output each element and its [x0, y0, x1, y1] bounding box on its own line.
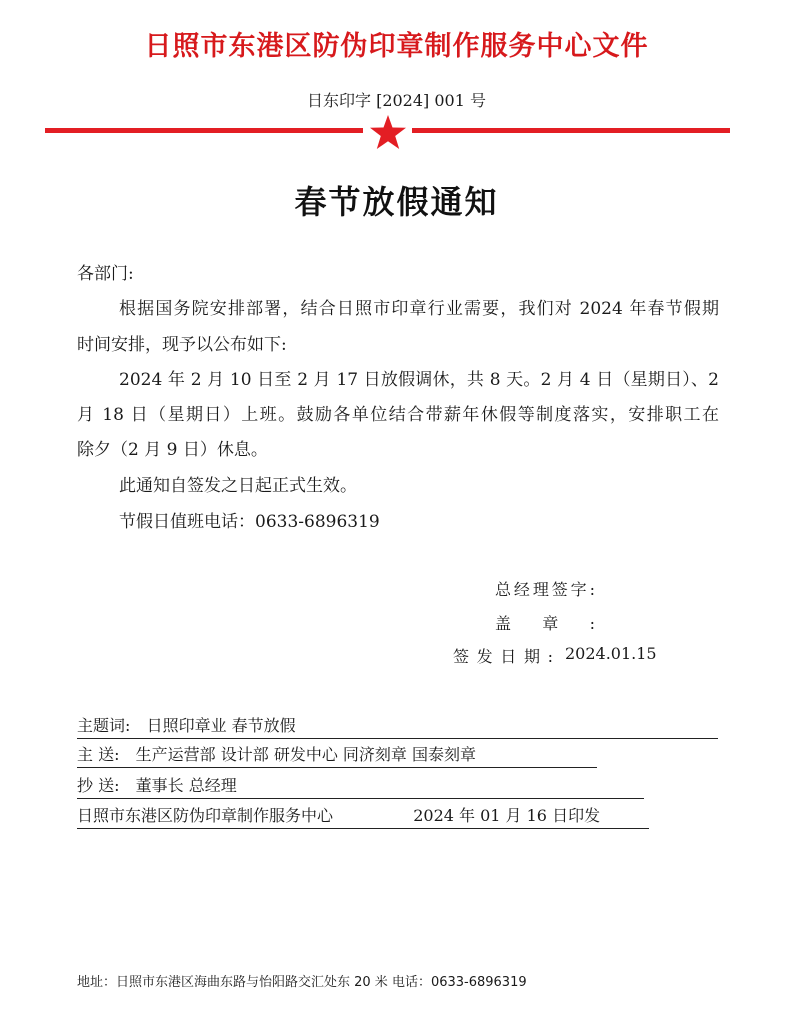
duty-phone-line: 节假日值班电话：0633-6896319: [119, 512, 380, 532]
subject-value: 日照印章业 春节放假: [146, 716, 296, 735]
issue-date-label: 签发日期:: [453, 647, 553, 666]
salutation: 各部门:: [77, 264, 134, 284]
main-recipients-value: 生产运营部 设计部 研发中心 同济刻章 国泰刻章: [135, 745, 477, 764]
cc-value: 董事长 总经理: [135, 776, 237, 795]
subject-label: 主题词:: [77, 716, 131, 735]
cc-row: [77, 773, 644, 799]
notice-title: 春节放假通知: [294, 183, 499, 221]
paragraph-3: 此通知自签发之日起正式生效。: [119, 476, 357, 496]
issuer-name: 日照市东港区防伪印章制作服务中心: [77, 806, 334, 825]
paragraph-1-line-1: 根据国务院安排部署，结合日照市印章行业需要，我们对 2024 年春节假期: [119, 299, 719, 319]
document-number: 日东印字 [2024] 001 号: [306, 91, 486, 110]
paragraph-2-line-3: 除夕（2 月 9 日）休息。: [77, 440, 268, 460]
header-divider-left: [45, 128, 363, 133]
issuer-row: [77, 803, 649, 829]
org-header-title: 日照市东港区防伪印章制作服务中心文件: [144, 31, 649, 62]
paragraph-2-line-2: 月 18 日（星期日）上班。鼓励各单位结合带薪年休假等制度落实，安排职工在: [77, 405, 719, 425]
main-recipients-label: 主 送:: [77, 745, 120, 764]
main-recipients-row: [77, 742, 597, 768]
print-date: 2024 年 01 月 16 日印发: [413, 806, 601, 825]
cc-label: 抄 送:: [77, 776, 120, 795]
paragraph-2-line-1: 2024 年 2 月 10 日至 2 月 17 日放假调休，共 8 天。2 月 4 日（星期日）、2: [119, 370, 719, 390]
paragraph-1-line-2: 时间安排，现予以公布如下:: [77, 335, 287, 355]
manager-signature-label: 总经理签字:: [495, 580, 595, 599]
issue-date-value: 2024.01.15: [565, 644, 657, 663]
subject-keywords-row: [77, 713, 718, 739]
seal-label: 盖章:: [495, 614, 595, 633]
star-icon: [369, 114, 407, 152]
header-divider-right: [412, 128, 730, 133]
footer-address: 地址：日照市东港区海曲东路与怡阳路交汇处东 20 米 电话：0633-6896319: [77, 975, 527, 990]
